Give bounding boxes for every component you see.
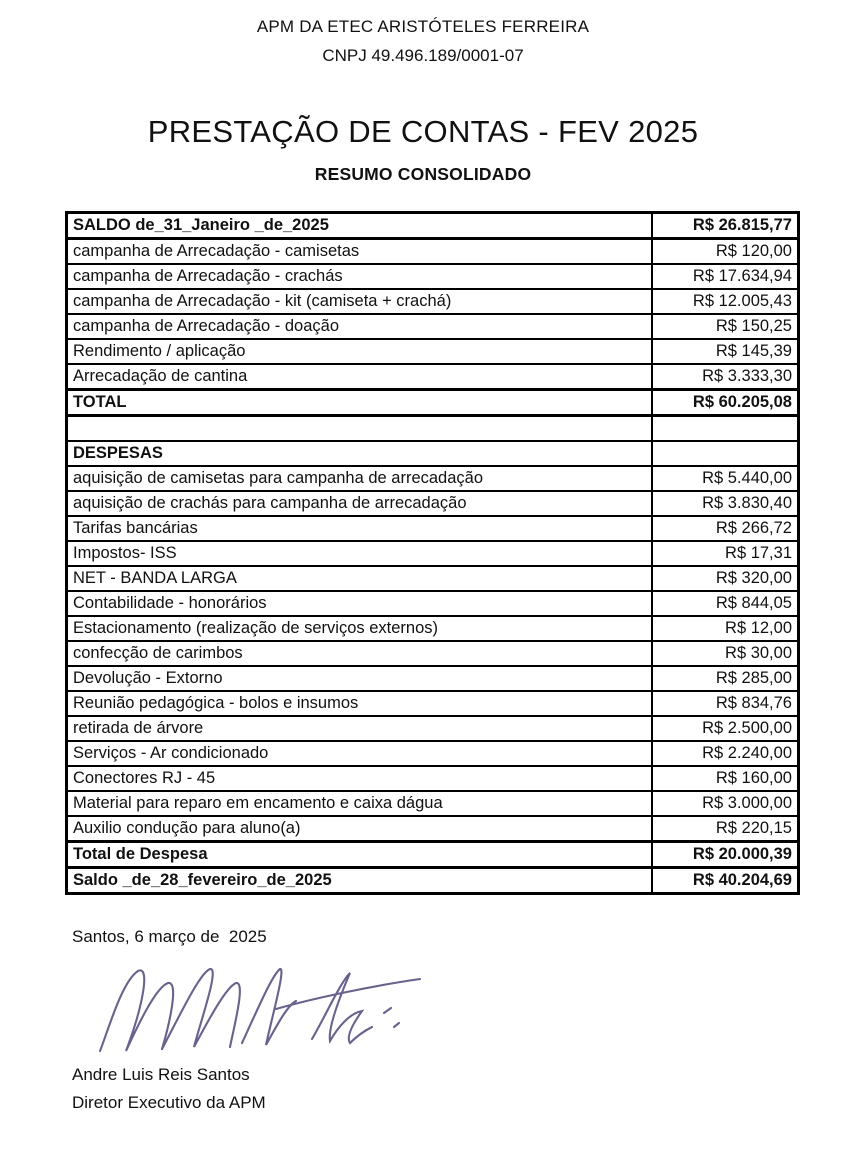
table-row (67, 491, 799, 516)
table-row (67, 566, 799, 591)
table-row (67, 541, 799, 566)
table-row (67, 390, 799, 416)
handwritten-signature-svg (78, 955, 438, 1059)
row-label: campanha de Arrecadação - doação (67, 314, 652, 339)
row-value: R$ 20.000,39 (652, 842, 799, 868)
row-label: Impostos- ISS (67, 541, 652, 566)
table-row (67, 364, 799, 390)
row-value: R$ 834,76 (652, 691, 799, 716)
row-label: Rendimento / aplicação (67, 339, 652, 364)
row-label: Estacionamento (realização de serviços externos) (67, 616, 652, 641)
date-line: Santos, 6 março de 2025 (72, 927, 267, 946)
row-label: Saldo _de_28_fevereiro_de_2025 (67, 868, 652, 894)
row-value: R$ 844,05 (652, 591, 799, 616)
row-value: R$ 30,00 (652, 641, 799, 666)
table-row (67, 516, 799, 541)
row-label: confecção de carimbos (67, 641, 652, 666)
table-row (67, 264, 799, 289)
page-title: PRESTAÇÃO DE CONTAS - FEV 2025 (147, 114, 699, 149)
org-name: APM DA ETEC ARISTÓTELES FERREIRA (256, 17, 590, 36)
row-value: R$ 3.333,30 (652, 364, 799, 390)
row-label (67, 416, 652, 442)
row-value: R$ 60.205,08 (652, 390, 799, 416)
row-value: R$ 3.000,00 (652, 791, 799, 816)
row-value: R$ 26.815,77 (652, 213, 799, 239)
signer-name: Andre Luis Reis Santos (72, 1065, 250, 1084)
row-value: R$ 160,00 (652, 766, 799, 791)
row-label: Auxilio condução para aluno(a) (67, 816, 652, 842)
row-value: R$ 12,00 (652, 616, 799, 641)
table-row (67, 816, 799, 842)
table-row (67, 868, 799, 894)
row-label: DESPESAS (67, 441, 652, 466)
table-row (67, 416, 799, 442)
table-row (67, 716, 799, 741)
row-value: R$ 3.830,40 (652, 491, 799, 516)
row-label: aquisição de camisetas para campanha de arrecadação (67, 466, 652, 491)
signature-image (78, 955, 438, 1059)
row-value: R$ 2.500,00 (652, 716, 799, 741)
row-value: R$ 120,00 (652, 239, 799, 265)
row-label: retirada de árvore (67, 716, 652, 741)
row-value (652, 441, 799, 466)
row-value: R$ 5.440,00 (652, 466, 799, 491)
row-value: R$ 220,15 (652, 816, 799, 842)
document-page (0, 14, 846, 1117)
table-row (67, 339, 799, 364)
table-row (67, 213, 799, 239)
row-value: R$ 285,00 (652, 666, 799, 691)
row-value (652, 416, 799, 442)
row-label: campanha de Arrecadação - camisetas (67, 239, 652, 265)
row-value: R$ 266,72 (652, 516, 799, 541)
table-row (67, 791, 799, 816)
table-row (67, 314, 799, 339)
row-label: aquisição de crachás para campanha de arrecadação (67, 491, 652, 516)
row-value: R$ 2.240,00 (652, 741, 799, 766)
org-cnpj: CNPJ 49.496.189/0001-07 (322, 46, 524, 65)
row-label: Devolução - Extorno (67, 666, 652, 691)
row-value: R$ 150,25 (652, 314, 799, 339)
row-value: R$ 17,31 (652, 541, 799, 566)
row-value: R$ 17.634,94 (652, 264, 799, 289)
row-value: R$ 40.204,69 (652, 868, 799, 894)
row-label: Tarifas bancárias (67, 516, 652, 541)
row-label: Reunião pedagógica - bolos e insumos (67, 691, 652, 716)
table-row (67, 766, 799, 791)
table-row (67, 289, 799, 314)
page-subtitle: RESUMO CONSOLIDADO (314, 164, 532, 184)
financial-table-body (67, 213, 799, 894)
row-value: R$ 12.005,43 (652, 289, 799, 314)
row-label: Arrecadação de cantina (67, 364, 652, 390)
table-row (67, 666, 799, 691)
table-row (67, 239, 799, 265)
signer-role: Diretor Executivo da APM (72, 1093, 266, 1112)
table-row (67, 591, 799, 616)
row-label: Serviços - Ar condicionado (67, 741, 652, 766)
row-label: Conectores RJ - 45 (67, 766, 652, 791)
table-row (67, 641, 799, 666)
table-row (67, 466, 799, 491)
row-label: SALDO de_31_Janeiro _de_2025 (67, 213, 652, 239)
row-value: R$ 320,00 (652, 566, 799, 591)
row-label: campanha de Arrecadação - kit (camiseta + crachá) (67, 289, 652, 314)
table-row (67, 691, 799, 716)
row-label: NET - BANDA LARGA (67, 566, 652, 591)
table-row (67, 741, 799, 766)
row-label: Material para reparo em encamento e caixa dágua (67, 791, 652, 816)
row-label: Contabilidade - honorários (67, 591, 652, 616)
row-label: campanha de Arrecadação - crachás (67, 264, 652, 289)
row-label: TOTAL (67, 390, 652, 416)
row-label: Total de Despesa (67, 842, 652, 868)
row-value: R$ 145,39 (652, 339, 799, 364)
table-row (67, 842, 799, 868)
table-row (67, 616, 799, 641)
table-row (67, 441, 799, 466)
financial-table (65, 211, 800, 895)
